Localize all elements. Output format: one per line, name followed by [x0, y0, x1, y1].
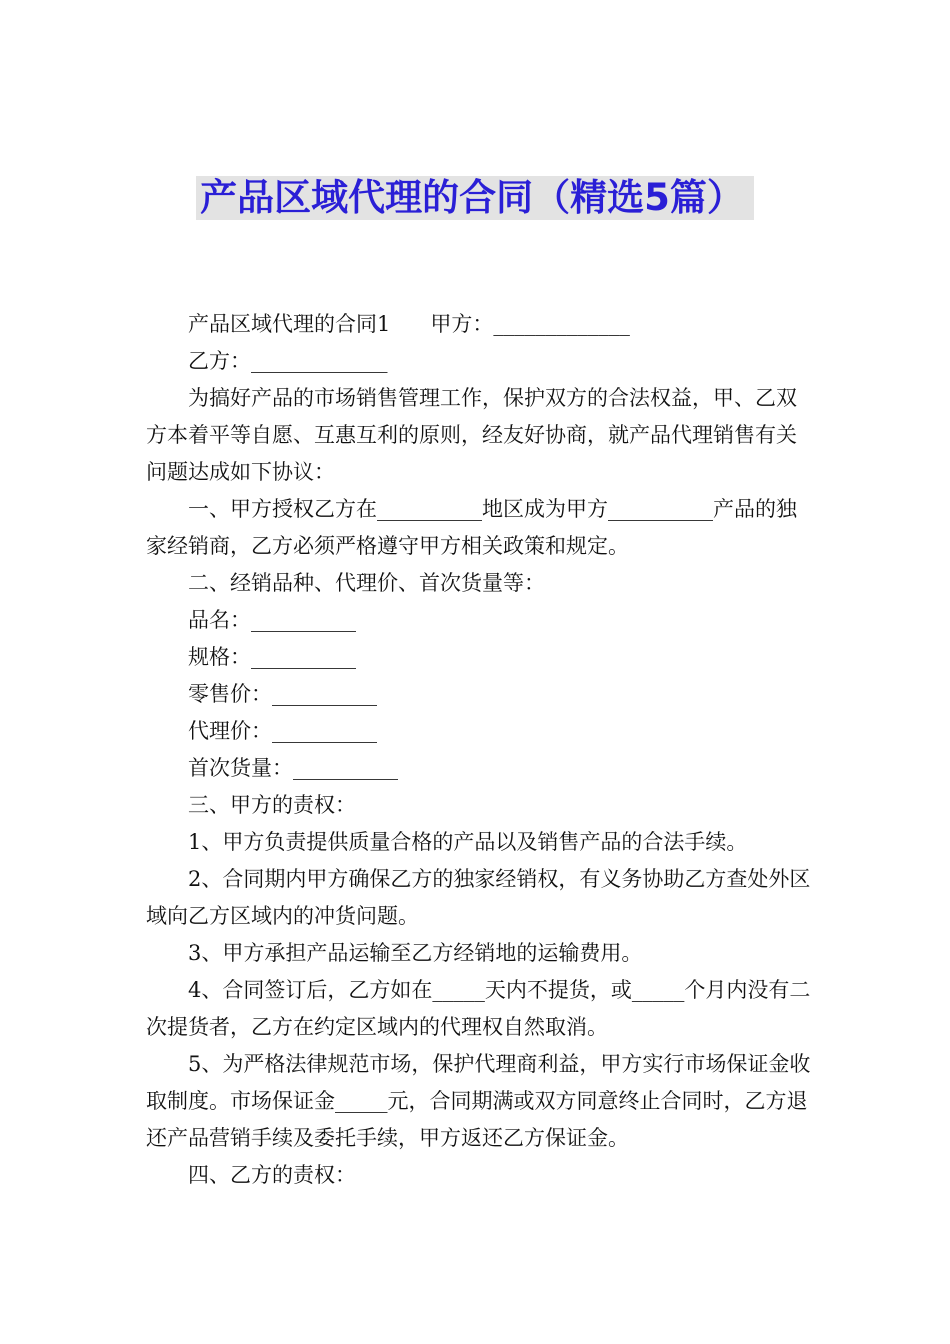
document-title: 产品区域代理的合同（精选5篇） [196, 176, 754, 220]
clause-two-heading: 二、经销品种、代理价、首次货量等： [188, 571, 545, 595]
contract-number-heading: 产品区域代理的合同1 [188, 312, 391, 336]
clause-three-item-2: 2、合同期内甲方确保乙方的独家经销权，有义务协助乙方查处外区域向乙方区域内的冲货问题。 [146, 867, 811, 928]
paragraph-header [146, 306, 812, 343]
field-retail-price: 零售价：__________ [188, 682, 377, 706]
party-b-line: 乙方：_____________ [188, 349, 388, 373]
clause-three-item-4: 4、合同签订后，乙方如在_____天内不提货，或_____个月内没有二次提货者，乙方在约定区域内的代理权自然取消。 [146, 978, 811, 1039]
field-specification: 规格：__________ [188, 645, 356, 669]
clause-four-heading: 四、乙方的责权： [188, 1163, 356, 1187]
document-body [146, 306, 812, 1194]
clause-one: 一、甲方授权乙方在__________地区成为甲方__________产品的独家经销商，乙方必须严格遵守甲方相关政策和规定。 [146, 497, 797, 558]
title-wrapper [0, 176, 950, 220]
field-product-name: 品名：__________ [188, 608, 356, 632]
paragraph-intro: 为搞好产品的市场销售管理工作，保护双方的合法权益，甲、乙双方本着平等自愿、互惠互利的原则，经友好协商，就产品代理销售有关问题达成如下协议： [146, 386, 797, 484]
clause-three-heading: 三、甲方的责权： [188, 793, 356, 817]
field-agent-price: 代理价：__________ [188, 719, 377, 743]
clause-three-item-3: 3、甲方承担产品运输至乙方经销地的运输费用。 [188, 941, 643, 965]
clause-three-item-1: 1、甲方负责提供质量合格的产品以及销售产品的合法手续。 [188, 830, 748, 854]
party-a-line: 甲方：_____________ [430, 312, 630, 336]
field-first-quantity: 首次货量：__________ [188, 756, 398, 780]
clause-three-item-5: 5、为严格法律规范市场，保护代理商利益，甲方实行市场保证金收取制度。市场保证金_____元，合同期满或双方同意终止合同时，乙方退还产品营销手续及委托手续，甲方返还乙方保证金。 [146, 1052, 811, 1150]
